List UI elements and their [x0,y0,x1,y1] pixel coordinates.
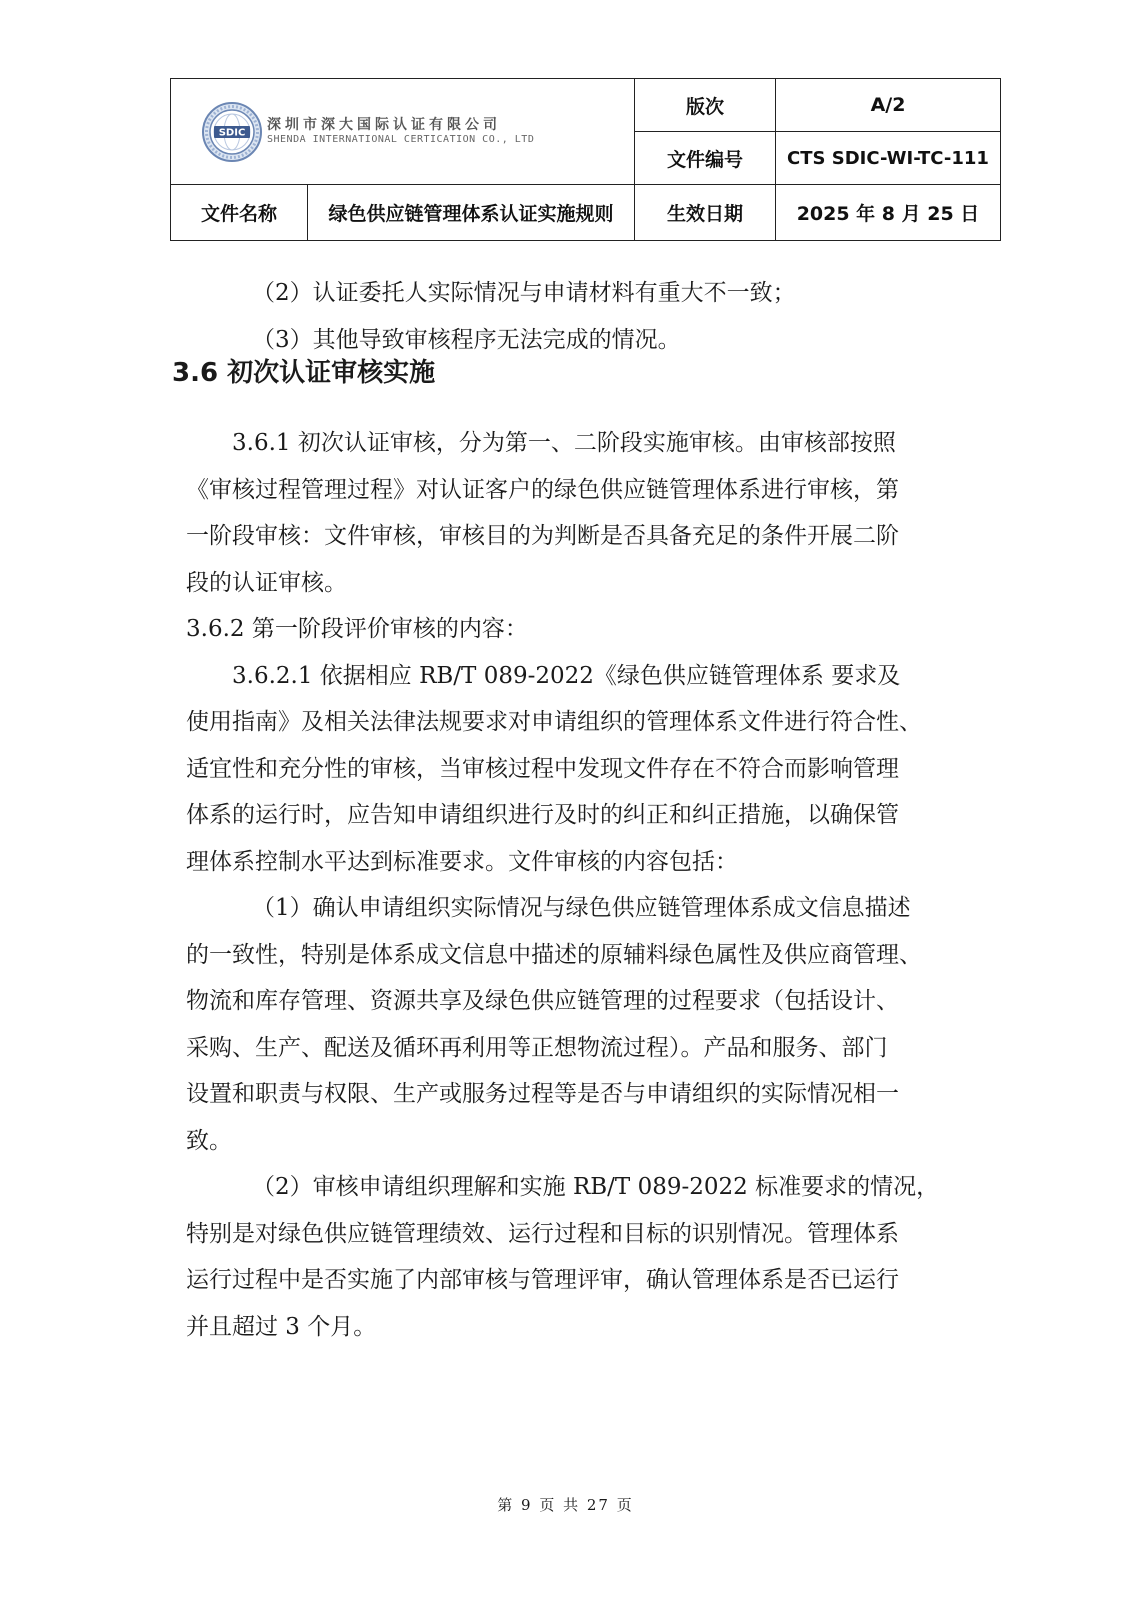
paragraph-line: 运行过程中是否实施了内部审核与管理评审，确认管理体系是否已运行 [186,1267,899,1293]
subsection-heading: 3.6.2 第一阶段评价审核的内容： [186,616,528,642]
company-name-en: SHENDA INTERNATIONAL CERTICATION CO., LTD [267,134,535,145]
docno-value: CTS SDIC-WI-TC-111 [776,132,1001,185]
list-item: （2）认证委托人实际情况与申请材料有重大不一致； [252,280,796,306]
docname-label: 文件名称 [171,185,308,241]
paragraph-line: （1）确认申请组织实际情况与绿色供应链管理体系成文信息描述 [252,895,911,921]
version-value: A/2 [776,79,1001,132]
paragraph-line: 3.6.1 初次认证审核，分为第一、二阶段实施审核。由审核部按照 [232,430,896,456]
paragraph-line: 致。 [186,1127,232,1154]
company-logo-cell [171,79,635,185]
paragraph-line: 使用指南》及相关法律法规要求对申请组织的管理体系文件进行符合性、 [186,709,922,735]
paragraph-line: 物流和库存管理、资源共享及绿色供应链管理的过程要求（包括设计、 [186,988,899,1014]
paragraph-line: 适宜性和充分性的审核，当审核过程中发现文件存在不符合而影响管理 [186,755,899,782]
page-footer: 第 9 页 共 27 页 [497,1496,634,1514]
paragraph-line: 体系的运行时，应告知申请组织进行及时的纠正和纠正措施，以确保管 [186,802,899,828]
list-item: （3）其他导致审核程序无法完成的情况。 [252,326,681,353]
paragraph-line: 理体系控制水平达到标准要求。文件审核的内容包括： [186,848,738,875]
paragraph-line: 特别是对绿色供应链管理绩效、运行过程和目标的识别情况。管理体系 [186,1220,899,1247]
svg-text:SDIC: SDIC [218,127,246,138]
version-label: 版次 [635,79,776,132]
paragraph-line: 的一致性，特别是体系成文信息中描述的原辅料绿色属性及供应商管理、 [186,941,922,968]
paragraph-line: 一阶段审核：文件审核，审核目的为判断是否具备充足的条件开展二阶 [186,523,899,549]
date-value: 2025 年 8 月 25 日 [776,185,1001,241]
docname-value: 绿色供应链管理体系认证实施规则 [308,185,635,241]
company-name-cn: 深圳市深大国际认证有限公司 [267,116,501,133]
paragraph-line: 设置和职责与权限、生产或服务过程等是否与申请组织的实际情况相一 [186,1081,899,1107]
paragraph-line: 《审核过程管理过程》对认证客户的绿色供应链管理体系进行审核，第 [186,476,899,503]
section-heading: 3.6 初次认证审核实施 [172,358,436,388]
paragraph-line: （2）审核申请组织理解和实施 RB/T 089-2022 标准要求的情况， [252,1174,940,1200]
para-3-6-1 [186,420,986,1350]
company-seal-icon [201,101,263,163]
paragraph-line: 并且超过 3 个月。 [186,1313,377,1340]
paragraph-line: 段的认证审核。 [186,569,347,596]
date-label: 生效日期 [635,185,776,241]
top-list [186,270,986,363]
document-header-table [170,78,1001,241]
paragraph-line: 采购、生产、配送及循环再利用等正想物流过程）。产品和服务、部门 [186,1034,888,1061]
paragraph-line: 3.6.2.1 依据相应 RB/T 089-2022《绿色供应链管理体系 要求及 [232,662,901,689]
docno-label: 文件编号 [635,132,776,185]
